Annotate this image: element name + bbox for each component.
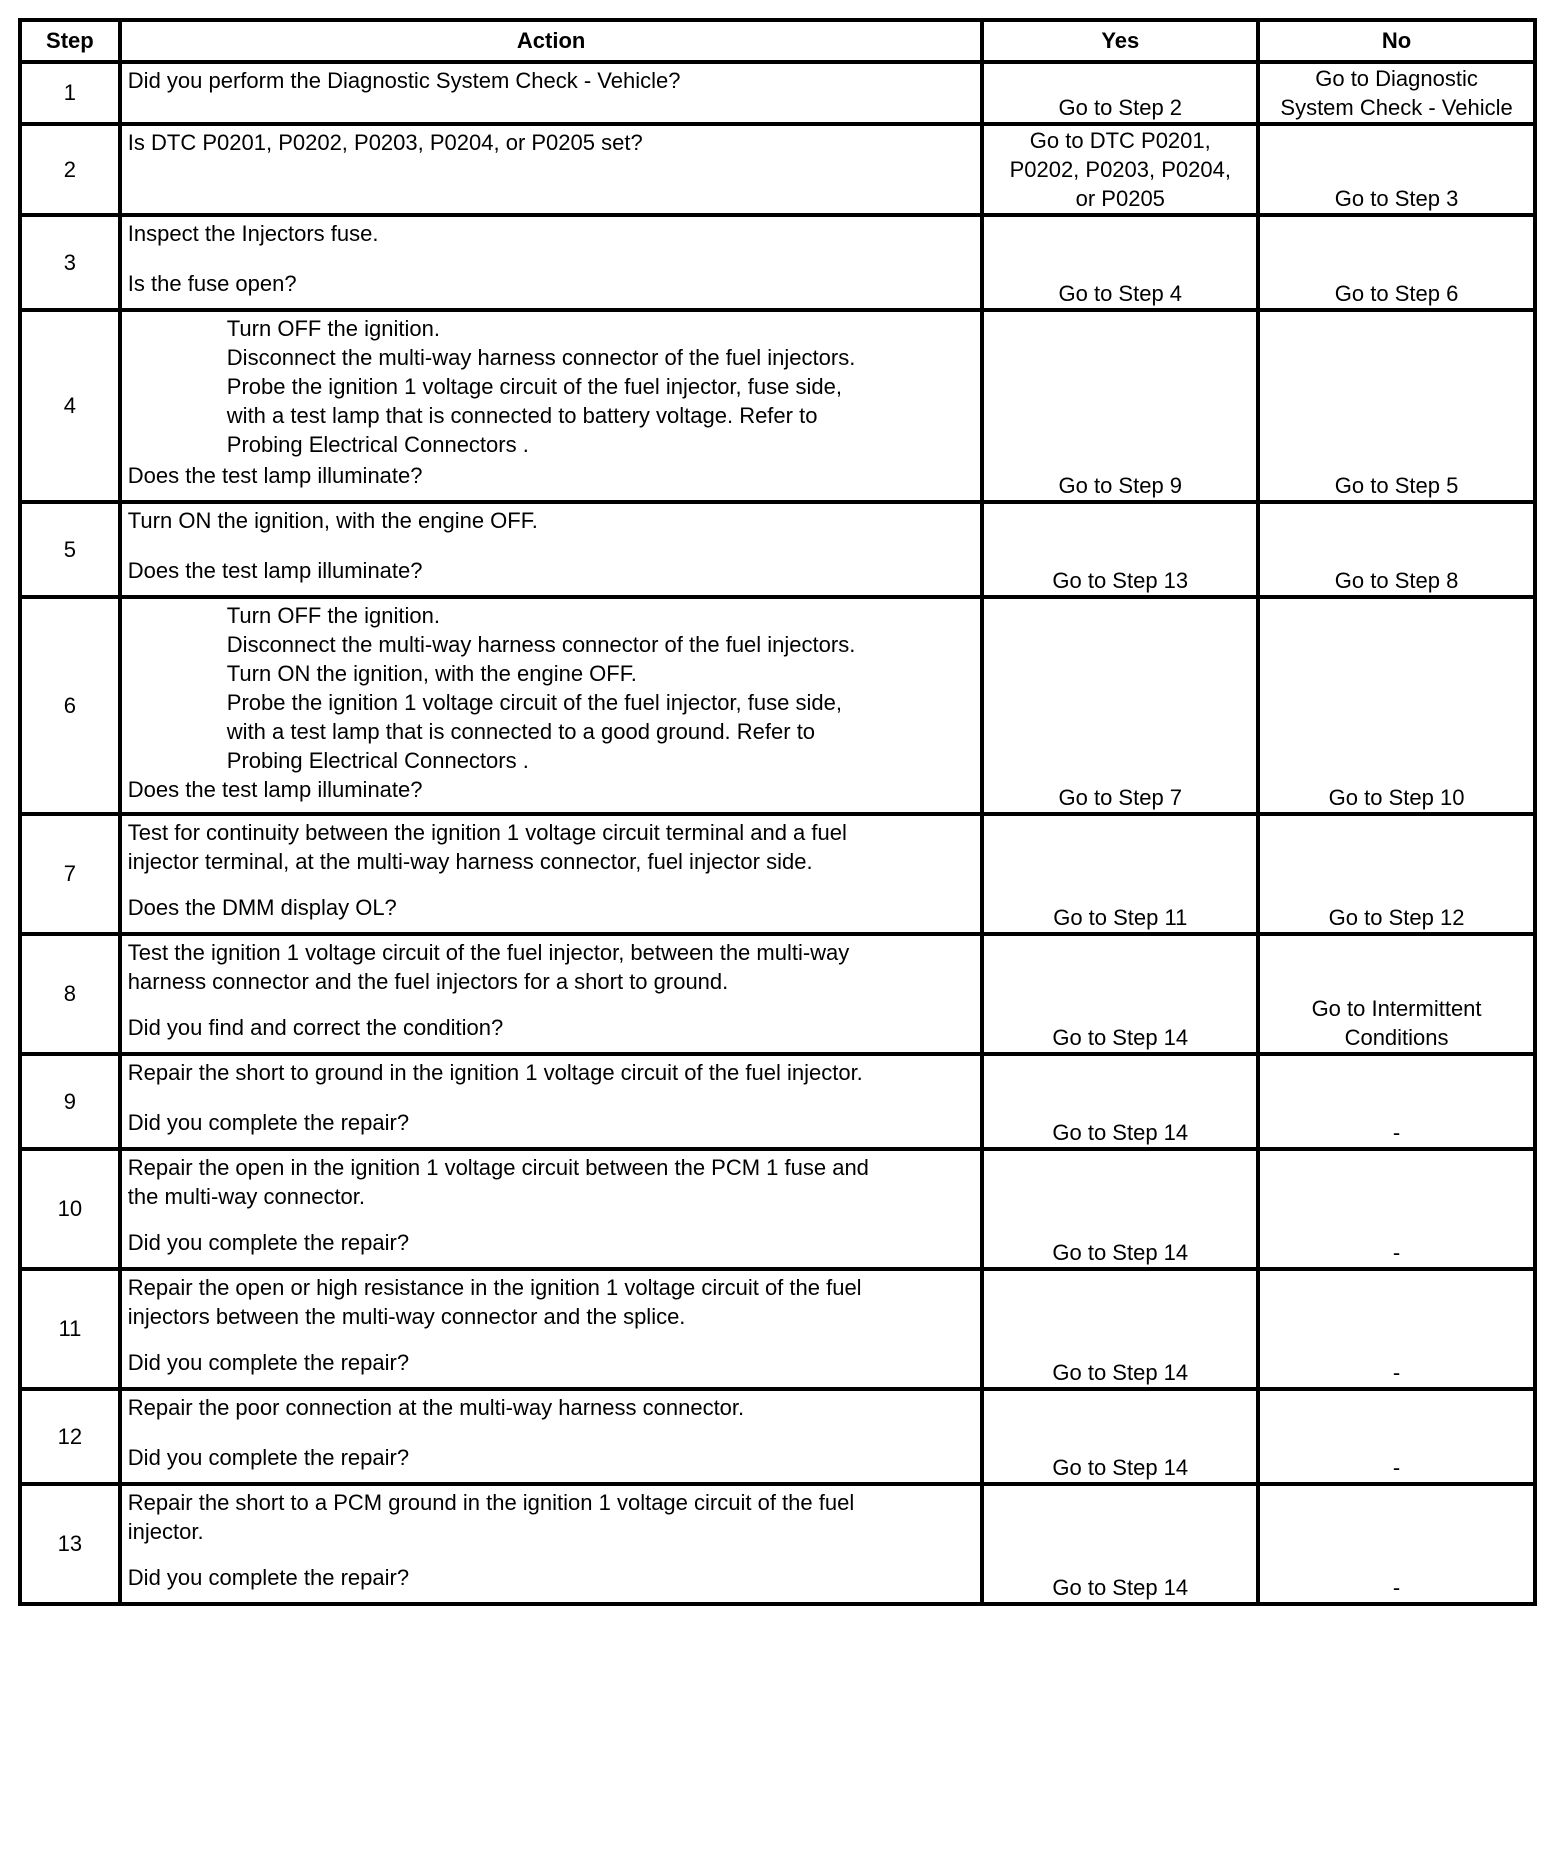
procedure-step: Disconnect the multi-way harness connector of the fuel injectors. <box>226 632 856 657</box>
yes-result-line: Go to DTC P0201, <box>1029 128 1211 153</box>
step-number: 2 <box>20 124 120 215</box>
table-row <box>20 62 1535 124</box>
procedure-step: Probe the ignition 1 voltage circuit of the fuel injector, fuse side, <box>226 690 842 715</box>
step-number: 11 <box>20 1269 120 1389</box>
procedure-step: with a test lamp that is connected to a good ground. Refer to <box>226 719 816 744</box>
procedure-step: Disconnect the multi-way harness connector of the fuel injectors. <box>226 345 856 370</box>
step-number: 10 <box>20 1149 120 1269</box>
yes-cell <box>982 934 1258 1054</box>
no-result-line: Go to Step 3 <box>1334 186 1459 211</box>
procedure-step: Probing Electrical Connectors . <box>226 432 529 457</box>
action-line: Test the ignition 1 voltage circuit of the fuel injector, between the multi-way <box>127 940 850 965</box>
no-result-line: Go to Diagnostic <box>1315 66 1478 91</box>
no-result-line: Go to Step 5 <box>1334 473 1459 498</box>
yes-result-line: Go to Step 7 <box>1058 785 1183 810</box>
table-body <box>20 62 1535 1604</box>
action-instructions <box>128 128 975 157</box>
action-question: Is the fuse open? <box>127 271 297 296</box>
no-result-line: Go to Intermittent <box>1311 996 1482 1021</box>
yes-result-line: P0202, P0203, P0204, <box>1009 157 1231 182</box>
no-cell <box>1258 597 1535 814</box>
action-cell <box>120 310 983 502</box>
action-instructions <box>128 219 975 248</box>
action-cell <box>120 814 983 934</box>
header-row <box>20 20 1535 62</box>
step-number: 6 <box>20 597 120 814</box>
action-line: the multi-way connector. <box>127 1184 366 1209</box>
action-line: Test for continuity between the ignition 1 voltage circuit terminal and a fuel <box>127 820 847 845</box>
action-question: Does the DMM display OL? <box>127 895 397 920</box>
procedure-step: Turn ON the ignition, with the engine OFF. <box>226 661 637 686</box>
action-question: Does the test lamp illuminate? <box>127 777 423 802</box>
action-question: Did you find and correct the condition? <box>127 1015 504 1040</box>
action-line: Repair the short to a PCM ground in the ignition 1 voltage circuit of the fuel <box>127 1490 855 1515</box>
table-row <box>20 1149 1535 1269</box>
action-line: Turn ON the ignition, with the engine OFF. <box>127 508 538 533</box>
procedure-steps <box>128 314 975 459</box>
action-instructions <box>128 1058 975 1087</box>
step-number: 8 <box>20 934 120 1054</box>
yes-result-line: Go to Step 2 <box>1058 95 1183 120</box>
action-instructions <box>128 1393 975 1422</box>
action-cell <box>120 1389 983 1484</box>
action-cell <box>120 934 983 1054</box>
yes-cell <box>982 310 1258 502</box>
no-cell <box>1258 124 1535 215</box>
yes-cell <box>982 1054 1258 1149</box>
action-cell <box>120 502 983 597</box>
action-question: Did you complete the repair? <box>127 1445 410 1470</box>
action-line: injector terminal, at the multi-way harness connector, fuel injector side. <box>127 849 813 874</box>
procedure-step: Probe the ignition 1 voltage circuit of the fuel injector, fuse side, <box>226 374 842 399</box>
yes-cell <box>982 124 1258 215</box>
action-line: harness connector and the fuel injectors for a short to ground. <box>127 969 729 994</box>
yes-result-line: Go to Step 14 <box>1052 1025 1189 1050</box>
action-cell <box>120 1149 983 1269</box>
yes-cell <box>982 1484 1258 1604</box>
action-line: Inspect the Injectors fuse. <box>127 221 379 246</box>
table-row <box>20 215 1535 310</box>
procedure-step: with a test lamp that is connected to battery voltage. Refer to <box>226 403 818 428</box>
no-cell <box>1258 215 1535 310</box>
yes-result-line: Go to Step 14 <box>1052 1575 1189 1600</box>
action-line: injectors between the multi-way connector and the splice. <box>127 1304 686 1329</box>
no-result-line: - <box>1392 1240 1401 1265</box>
action-instructions <box>128 66 975 95</box>
action-instructions <box>128 314 975 459</box>
procedure-step: Probing Electrical Connectors . <box>226 748 529 773</box>
header-no: No <box>1258 20 1535 62</box>
no-cell <box>1258 1389 1535 1484</box>
header-action: Action <box>120 20 983 62</box>
header-step: Step <box>20 20 120 62</box>
no-result-line: Go to Step 10 <box>1328 785 1465 810</box>
step-number: 7 <box>20 814 120 934</box>
action-cell <box>120 215 983 310</box>
yes-result-line: Go to Step 14 <box>1052 1360 1189 1385</box>
no-cell <box>1258 310 1535 502</box>
yes-result-line: Go to Step 14 <box>1052 1240 1189 1265</box>
action-instructions <box>128 1273 975 1331</box>
procedure-steps <box>128 601 975 775</box>
action-line: Did you perform the Diagnostic System Check - Vehicle? <box>127 68 681 93</box>
no-cell <box>1258 502 1535 597</box>
action-line: Repair the open in the ignition 1 voltage circuit between the PCM 1 fuse and <box>127 1155 869 1180</box>
action-line: Repair the poor connection at the multi-way harness connector. <box>127 1395 745 1420</box>
no-result-line: - <box>1392 1455 1401 1480</box>
action-line: Is DTC P0201, P0202, P0203, P0204, or P0205 set? <box>127 130 643 155</box>
action-line: Repair the short to ground in the ignition 1 voltage circuit of the fuel injector. <box>127 1060 863 1085</box>
table-row <box>20 1389 1535 1484</box>
table-row <box>20 502 1535 597</box>
no-result-line: System Check - Vehicle <box>1280 95 1513 120</box>
no-result-line: Go to Step 6 <box>1334 281 1459 306</box>
action-question: Does the test lamp illuminate? <box>127 558 423 583</box>
no-cell <box>1258 62 1535 124</box>
no-result-line: - <box>1392 1575 1401 1600</box>
action-question: Did you complete the repair? <box>127 1110 410 1135</box>
yes-result-line: Go to Step 4 <box>1058 281 1183 306</box>
no-result-line: - <box>1392 1360 1401 1385</box>
no-result-line: Conditions <box>1344 1025 1449 1050</box>
action-line: Repair the open or high resistance in the ignition 1 voltage circuit of the fuel <box>127 1275 862 1300</box>
step-number: 13 <box>20 1484 120 1604</box>
yes-cell <box>982 502 1258 597</box>
no-result-line: Go to Step 12 <box>1328 905 1465 930</box>
no-cell <box>1258 814 1535 934</box>
table-row <box>20 934 1535 1054</box>
procedure-step: Turn OFF the ignition. <box>226 603 440 628</box>
action-cell <box>120 1269 983 1389</box>
no-cell <box>1258 1484 1535 1604</box>
table-row <box>20 310 1535 502</box>
table-row <box>20 1054 1535 1149</box>
action-instructions <box>128 601 975 775</box>
no-cell <box>1258 1149 1535 1269</box>
no-result-line: Go to Step 8 <box>1334 568 1459 593</box>
table-row <box>20 597 1535 814</box>
yes-result-line: Go to Step 14 <box>1052 1455 1189 1480</box>
action-cell <box>120 1484 983 1604</box>
procedure-step: Turn OFF the ignition. <box>226 316 440 341</box>
step-number: 4 <box>20 310 120 502</box>
action-question: Did you complete the repair? <box>127 1350 410 1375</box>
action-question: Did you complete the repair? <box>127 1230 410 1255</box>
table-row <box>20 814 1535 934</box>
yes-cell <box>982 597 1258 814</box>
step-number: 3 <box>20 215 120 310</box>
action-line: injector. <box>127 1519 204 1544</box>
step-number: 12 <box>20 1389 120 1484</box>
diagnostic-table <box>18 18 1537 1606</box>
action-cell <box>120 62 983 124</box>
no-cell <box>1258 934 1535 1054</box>
yes-result-line: Go to Step 9 <box>1058 473 1183 498</box>
yes-result-line: or P0205 <box>1075 186 1165 211</box>
yes-result-line: Go to Step 11 <box>1053 905 1188 930</box>
action-cell <box>120 124 983 215</box>
action-instructions <box>128 506 975 535</box>
no-result-line: - <box>1392 1120 1401 1145</box>
action-instructions <box>128 1488 975 1546</box>
action-instructions <box>128 818 975 876</box>
yes-cell <box>982 1149 1258 1269</box>
yes-cell <box>982 1389 1258 1484</box>
action-instructions <box>128 938 975 996</box>
yes-cell <box>982 814 1258 934</box>
no-cell <box>1258 1054 1535 1149</box>
action-cell <box>120 1054 983 1149</box>
action-cell <box>120 597 983 814</box>
table-row <box>20 1484 1535 1604</box>
yes-cell <box>982 215 1258 310</box>
action-instructions <box>128 1153 975 1211</box>
yes-result-line: Go to Step 13 <box>1052 568 1189 593</box>
header-yes: Yes <box>982 20 1258 62</box>
action-question: Did you complete the repair? <box>127 1565 410 1590</box>
step-number: 9 <box>20 1054 120 1149</box>
table-row <box>20 1269 1535 1389</box>
action-question: Does the test lamp illuminate? <box>127 463 423 488</box>
step-number: 1 <box>20 62 120 124</box>
yes-result-line: Go to Step 14 <box>1052 1120 1189 1145</box>
no-cell <box>1258 1269 1535 1389</box>
step-number: 5 <box>20 502 120 597</box>
yes-cell <box>982 1269 1258 1389</box>
yes-cell <box>982 62 1258 124</box>
table-row <box>20 124 1535 215</box>
